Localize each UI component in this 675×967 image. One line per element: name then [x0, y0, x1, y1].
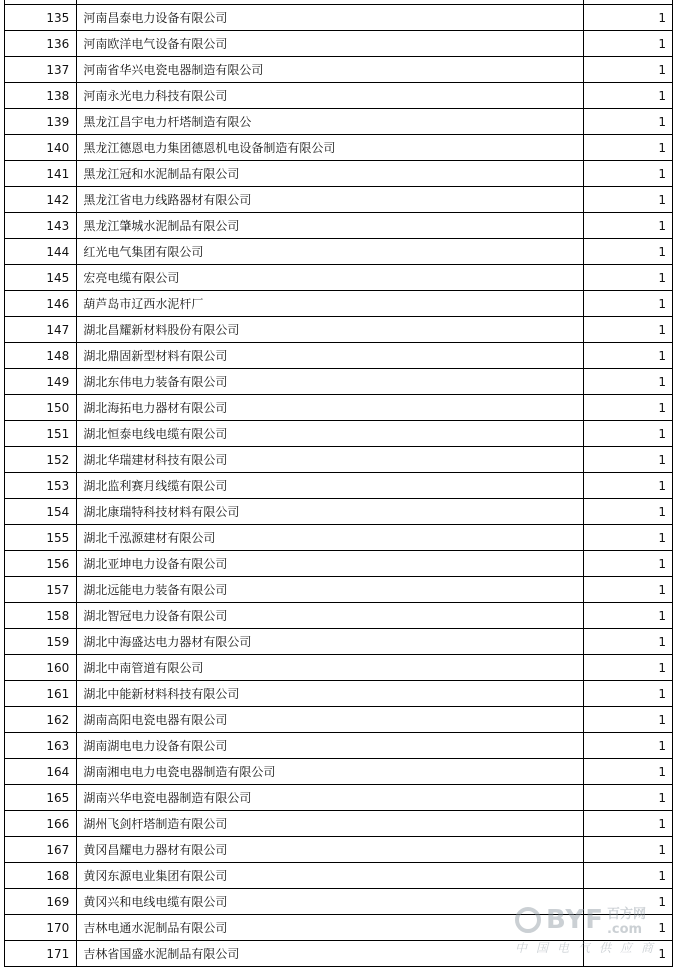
row-number: 160	[5, 655, 77, 681]
company-name: 湖北千泓源建材有限公司	[77, 525, 583, 551]
row-number: 171	[5, 941, 77, 967]
quantity: 1	[583, 915, 672, 941]
row-number: 166	[5, 811, 77, 837]
quantity: 1	[583, 57, 672, 83]
company-name: 黄冈昌耀电力器材有限公司	[77, 837, 583, 863]
table-row	[5, 31, 673, 57]
row-number: 168	[5, 863, 77, 889]
row-number: 142	[5, 187, 77, 213]
quantity: 1	[583, 421, 672, 447]
company-name: 河南欧洋电气设备有限公司	[77, 31, 583, 57]
company-name: 河南省华兴电瓷电器制造有限公司	[77, 57, 583, 83]
company-name: 湖南湘电电力电瓷电器制造有限公司	[77, 759, 583, 785]
table-row	[5, 759, 673, 785]
table-row	[5, 187, 673, 213]
quantity: 1	[583, 317, 672, 343]
company-name: 河南永光电力科技有限公司	[77, 83, 583, 109]
watermark-brand: BYF	[546, 905, 604, 935]
company-name: 湖北华瑞建材科技有限公司	[77, 447, 583, 473]
table-row	[5, 811, 673, 837]
supplier-table	[4, 0, 673, 967]
table-row	[5, 499, 673, 525]
company-name: 湖南高阳电瓷电器有限公司	[77, 707, 583, 733]
company-name: 宏亮电缆有限公司	[77, 265, 583, 291]
row-number: 147	[5, 317, 77, 343]
quantity: 1	[583, 161, 672, 187]
table-row	[5, 317, 673, 343]
table-row	[5, 785, 673, 811]
row-number: 167	[5, 837, 77, 863]
quantity: 1	[583, 135, 672, 161]
table-row	[5, 629, 673, 655]
row-number: 163	[5, 733, 77, 759]
row-number: 139	[5, 109, 77, 135]
table-row	[5, 603, 673, 629]
table-row	[5, 473, 673, 499]
table-row	[5, 343, 673, 369]
row-number: 135	[5, 5, 77, 31]
company-name: 黑龙江省电力线路器材有限公司	[77, 187, 583, 213]
table-row	[5, 265, 673, 291]
table-row	[5, 889, 673, 915]
quantity: 1	[583, 109, 672, 135]
row-number: 148	[5, 343, 77, 369]
company-name: 湖北中南管道有限公司	[77, 655, 583, 681]
quantity: 1	[583, 447, 672, 473]
company-name: 湖北智冠电力设备有限公司	[77, 603, 583, 629]
watermark-slogan: 中国电气供应商	[515, 941, 663, 955]
company-name: 湖北鼎固新型材料有限公司	[77, 343, 583, 369]
row-number: 156	[5, 551, 77, 577]
table-row	[5, 395, 673, 421]
quantity: 1	[583, 395, 672, 421]
quantity: 1	[583, 785, 672, 811]
row-number: 136	[5, 31, 77, 57]
row-number: 144	[5, 239, 77, 265]
quantity: 1	[583, 733, 672, 759]
table-row	[5, 941, 673, 967]
row-number: 155	[5, 525, 77, 551]
table-row	[5, 135, 673, 161]
quantity: 1	[583, 941, 672, 967]
quantity: 1	[583, 239, 672, 265]
table-row	[5, 837, 673, 863]
company-name: 湖北昌耀新材料股份有限公司	[77, 317, 583, 343]
table-row	[5, 863, 673, 889]
quantity: 1	[583, 811, 672, 837]
table-row	[5, 655, 673, 681]
company-name: 湖北东伟电力装备有限公司	[77, 369, 583, 395]
quantity: 1	[583, 837, 672, 863]
quantity: 1	[583, 369, 672, 395]
row-number: 152	[5, 447, 77, 473]
quantity: 1	[583, 551, 672, 577]
company-name: 湖北中海盛达电力器材有限公司	[77, 629, 583, 655]
row-number: 140	[5, 135, 77, 161]
quantity: 1	[583, 681, 672, 707]
company-name: 湖北远能电力装备有限公司	[77, 577, 583, 603]
table-body	[5, 0, 673, 967]
company-name: 湖南兴华电瓷电器制造有限公司	[77, 785, 583, 811]
table-row	[5, 681, 673, 707]
table-row	[5, 525, 673, 551]
company-name: 湖北亚坤电力设备有限公司	[77, 551, 583, 577]
table-row	[5, 733, 673, 759]
company-name: 黑龙江冠和水泥制品有限公司	[77, 161, 583, 187]
row-number: 146	[5, 291, 77, 317]
table-row	[5, 421, 673, 447]
quantity: 1	[583, 889, 672, 915]
row-number: 162	[5, 707, 77, 733]
company-name: 黄冈兴和电线电缆有限公司	[77, 889, 583, 915]
company-name: 红光电气集团有限公司	[77, 239, 583, 265]
table-row	[5, 551, 673, 577]
quantity: 1	[583, 31, 672, 57]
table-row	[5, 369, 673, 395]
quantity: 1	[583, 473, 672, 499]
row-number: 157	[5, 577, 77, 603]
company-name: 黑龙江昌宇电力杆塔制造有限公	[77, 109, 583, 135]
company-name: 葫芦岛市辽西水泥杆厂	[77, 291, 583, 317]
row-number: 161	[5, 681, 77, 707]
row-number: 154	[5, 499, 77, 525]
table-row	[5, 915, 673, 941]
quantity: 1	[583, 707, 672, 733]
table-row	[5, 5, 673, 31]
quantity: 1	[583, 863, 672, 889]
row-number: 151	[5, 421, 77, 447]
table-row	[5, 707, 673, 733]
table-row	[5, 83, 673, 109]
row-number: 165	[5, 785, 77, 811]
company-name: 黄冈东源电业集团有限公司	[77, 863, 583, 889]
quantity: 1	[583, 759, 672, 785]
row-number: 169	[5, 889, 77, 915]
company-name: 黑龙江肇城水泥制品有限公司	[77, 213, 583, 239]
quantity: 1	[583, 265, 672, 291]
quantity: 1	[583, 499, 672, 525]
company-name: 河南昌泰电力设备有限公司	[77, 5, 583, 31]
company-name: 湖北中能新材料科技有限公司	[77, 681, 583, 707]
watermark-brand-cn: 百方网	[606, 907, 646, 922]
quantity: 1	[583, 187, 672, 213]
watermark-domain: .com	[606, 922, 643, 937]
table-row	[5, 447, 673, 473]
row-number: 170	[5, 915, 77, 941]
row-number: 153	[5, 473, 77, 499]
row-number: 149	[5, 369, 77, 395]
quantity: 1	[583, 5, 672, 31]
table-row	[5, 109, 673, 135]
row-number: 137	[5, 57, 77, 83]
row-number: 164	[5, 759, 77, 785]
table-row	[5, 291, 673, 317]
quantity: 1	[583, 83, 672, 109]
quantity: 1	[583, 577, 672, 603]
company-name: 湖州飞剑杆塔制造有限公司	[77, 811, 583, 837]
company-name: 黑龙江德恩电力集团德恩机电设备制造有限公司	[77, 135, 583, 161]
company-name: 湖南湖电电力设备有限公司	[77, 733, 583, 759]
quantity: 1	[583, 603, 672, 629]
company-name: 湖北海拓电力器材有限公司	[77, 395, 583, 421]
quantity: 1	[583, 525, 672, 551]
row-number: 145	[5, 265, 77, 291]
table-row	[5, 577, 673, 603]
row-number: 158	[5, 603, 77, 629]
quantity: 1	[583, 655, 672, 681]
company-name: 湖北康瑞特科技材料有限公司	[77, 499, 583, 525]
quantity: 1	[583, 629, 672, 655]
table-row	[5, 213, 673, 239]
company-name: 吉林省国盛水泥制品有限公司	[77, 941, 583, 967]
row-number: 159	[5, 629, 77, 655]
quantity: 1	[583, 213, 672, 239]
quantity: 1	[583, 343, 672, 369]
company-name: 吉林电通水泥制品有限公司	[77, 915, 583, 941]
company-name: 湖北恒泰电线电缆有限公司	[77, 421, 583, 447]
company-name: 湖北监利赛月线缆有限公司	[77, 473, 583, 499]
quantity: 1	[583, 291, 672, 317]
row-number: 150	[5, 395, 77, 421]
row-number: 138	[5, 83, 77, 109]
table-row	[5, 239, 673, 265]
table-row	[5, 161, 673, 187]
row-number: 143	[5, 213, 77, 239]
row-number: 141	[5, 161, 77, 187]
table-row	[5, 57, 673, 83]
